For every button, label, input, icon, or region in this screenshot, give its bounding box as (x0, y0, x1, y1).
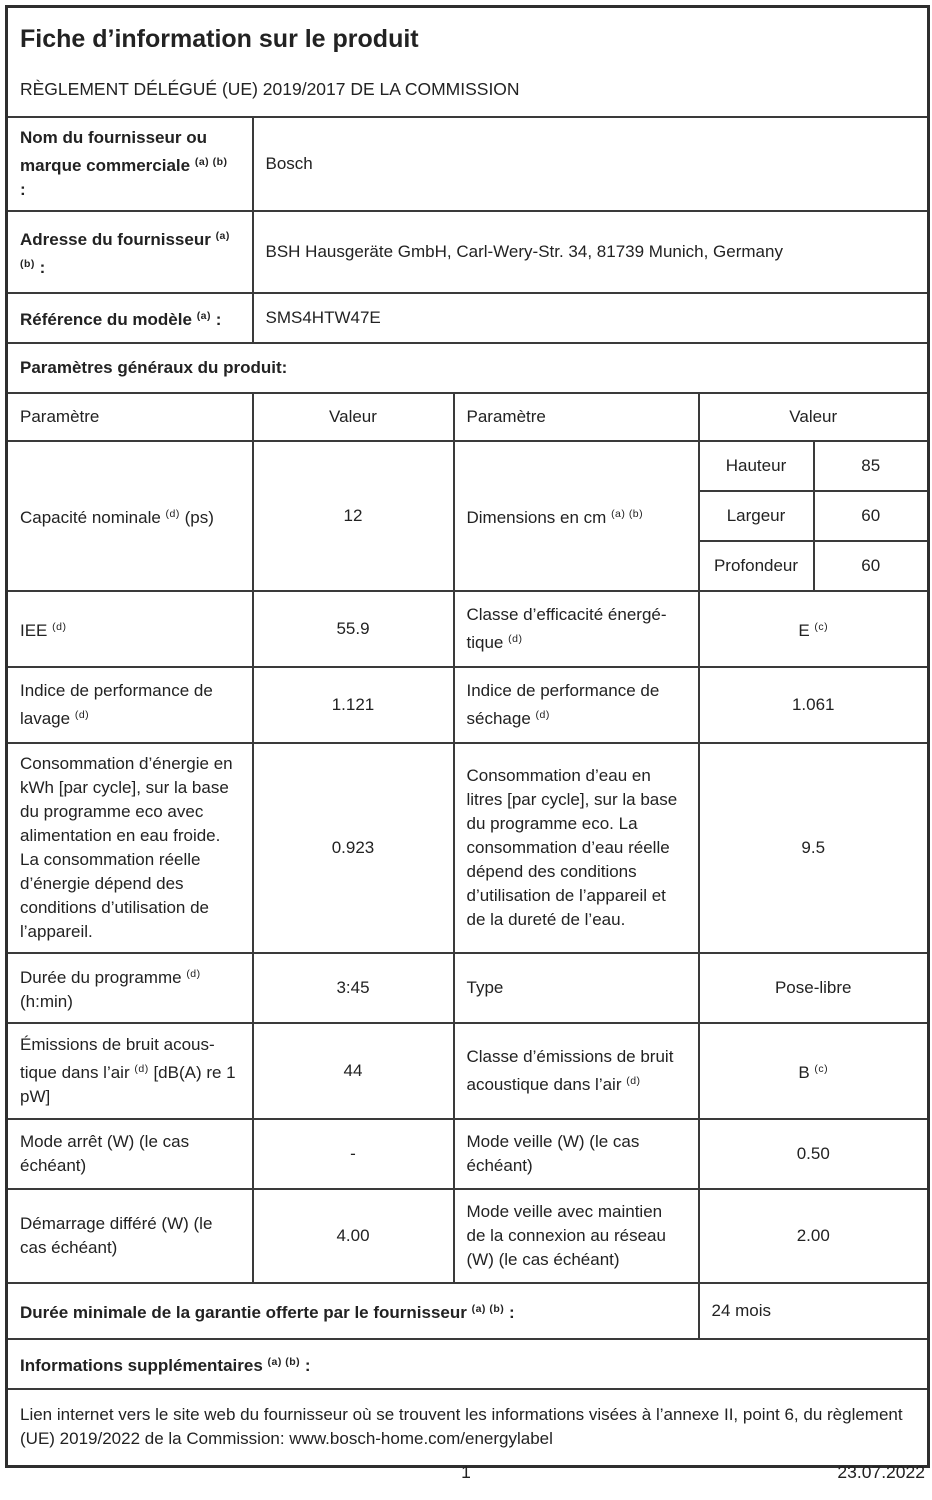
general-parameters-heading: Paramètres généraux du produit: (7, 343, 929, 393)
off-mode-value: - (253, 1119, 454, 1189)
noise-class-label: Classe d’émissions de bruit acoustique dans l’air $^{(d)}$ (454, 1023, 699, 1119)
column-header-valeur-right: Valeur (699, 393, 929, 441)
iee-label: IEE $^{(d)}$ (7, 591, 253, 667)
energy-consumption-value: 0.923 (253, 743, 454, 953)
noise-class-value: B $^{(c)}$ (699, 1023, 929, 1119)
footnote-sup: (a) (b) (611, 507, 644, 520)
model-reference-value: SMS4HTW47E (253, 293, 929, 343)
footnote-sup: (c) (814, 620, 829, 633)
dry-index-label: Indice de performance de séchage $^{(d)}$ (454, 667, 699, 743)
supplier-address-value: BSH Hausgeräte GmbH, Carl-Wery-Str. 34, 81739 Munich, Germany (253, 211, 929, 293)
dimension-height-value: 85 (814, 441, 929, 491)
footnote-sup: (a) (b) (20, 229, 230, 270)
page-footer (5, 1462, 927, 1490)
standby-mode-label: Mode veille (W) (le cas échéant) (454, 1119, 699, 1189)
off-mode-label: Mode arrêt (W) (le cas échéant) (7, 1119, 253, 1189)
wash-index-label: Indice de performance de lavage $^{(d)}$ (7, 667, 253, 743)
program-duration-label: Durée du programme $^{(d)}$ (h:min) (7, 953, 253, 1023)
capacity-value: 12 (253, 441, 454, 591)
dimension-depth-value: 60 (814, 541, 929, 591)
dimension-height-label: Hauteur (699, 441, 814, 491)
footnote-sup: (a) (196, 309, 212, 322)
footnote-sup: (d) (508, 632, 523, 645)
capacity-label: Capacité nominale $^{(d)}$ (ps) (7, 441, 253, 591)
footnote-sup: (d) (52, 620, 67, 633)
footnote-sup: (a) (b) (194, 155, 228, 168)
delayed-start-value: 4.00 (253, 1189, 454, 1283)
networked-standby-label: Mode veille avec maintien de la connexion au réseau (W) (le cas échéant) (454, 1189, 699, 1283)
guarantee-value: 24 mois (699, 1283, 929, 1339)
dimension-width-label: Largeur (699, 491, 814, 541)
dimension-depth-label: Profondeur (699, 541, 814, 591)
supplier-website-link-text: Lien internet vers le site web du fournisseur où se trouvent les informations visées à l’annexe II, point 6, du règlement (UE) 2019/2022 de la Commission: www.bosch-home.com/energylabel (7, 1389, 929, 1467)
dimensions-label: Dimensions en cm $^{(a) (b)}$ (454, 441, 699, 591)
footnote-sup: (d) (134, 1062, 149, 1075)
energy-consumption-label: Consommation d’énergie en kWh [par cycle], sur la base du programme eco avec alimentation en eau froide. La consommation réelle d’énergie dépend des conditions d’utilisation de l’appareil. (7, 743, 253, 953)
noise-emission-value: 44 (253, 1023, 454, 1119)
model-reference-label: Référence du modèle $^{(a)}$ : (7, 293, 253, 343)
delayed-start-label: Démarrage différé (W) (le cas échéant) (7, 1189, 253, 1283)
footnote-sup: (d) (165, 507, 180, 520)
dimension-width-value: 60 (814, 491, 929, 541)
page-title: Fiche d’information sur le produit (20, 24, 419, 53)
footnote-sup: (d) (74, 708, 90, 721)
water-consumption-value: 9.5 (699, 743, 929, 953)
wash-index-value: 1.121 (253, 667, 454, 743)
page-number: 1 (461, 1462, 471, 1482)
header-cell (7, 7, 929, 117)
additional-info-label: Informations supplémentaires $^{(a) (b)}$ : (7, 1339, 929, 1389)
supplier-name-value: Bosch (253, 117, 929, 211)
dry-index-value: 1.061 (699, 667, 929, 743)
standby-mode-value: 0.50 (699, 1119, 929, 1189)
energy-class-value: E $^{(c)}$ (699, 591, 929, 667)
document-date: 23.07.2022 (837, 1462, 925, 1482)
footnote-sup: (d) (535, 708, 550, 721)
iee-value: 55.9 (253, 591, 454, 667)
noise-emission-label: Émissions de bruit acoustique dans l’air $^{(d)}$ [dB(A) re 1 pW] (7, 1023, 253, 1119)
networked-standby-value: 2.00 (699, 1189, 929, 1283)
regulation-subtitle: RÈGLEMENT DÉLÉGUÉ (UE) 2019/2017 DE LA COMMISSION (20, 78, 520, 99)
energy-class-label: Classe d’efficacité énergétique $^{(d)}$ (454, 591, 699, 667)
type-label: Type (454, 953, 699, 1023)
type-value: Pose-libre (699, 953, 929, 1023)
footnote-sup: (c) (814, 1062, 829, 1075)
supplier-address-label: Adresse du fournisseur $^{(a) (b)}$ : (7, 211, 253, 293)
footnote-sup: (a) (b) (267, 1355, 301, 1368)
column-header-valeur-left: Valeur (253, 393, 454, 441)
footnote-sup: (a) (b) (471, 1302, 505, 1315)
footnote-sup: (d) (186, 967, 201, 980)
column-header-parametre-left: Paramètre (7, 393, 253, 441)
guarantee-label: Durée minimale de la garantie offerte par le fournisseur $^{(a) (b)}$ : (7, 1283, 699, 1339)
footnote-sup: (d) (626, 1074, 641, 1087)
supplier-name-label: Nom du fournisseur ou marque commerciale $^{(a) (b)}$ : (7, 117, 253, 211)
program-duration-value: 3:45 (253, 953, 454, 1023)
product-information-table (5, 5, 930, 1468)
column-header-parametre-right: Paramètre (454, 393, 699, 441)
water-consumption-label: Consommation d’eau en litres [par cycle], sur la base du programme eco. La consommation d’eau réelle dépend des conditions d’utilisation de l’appareil et de la dureté de l’eau. (454, 743, 699, 953)
